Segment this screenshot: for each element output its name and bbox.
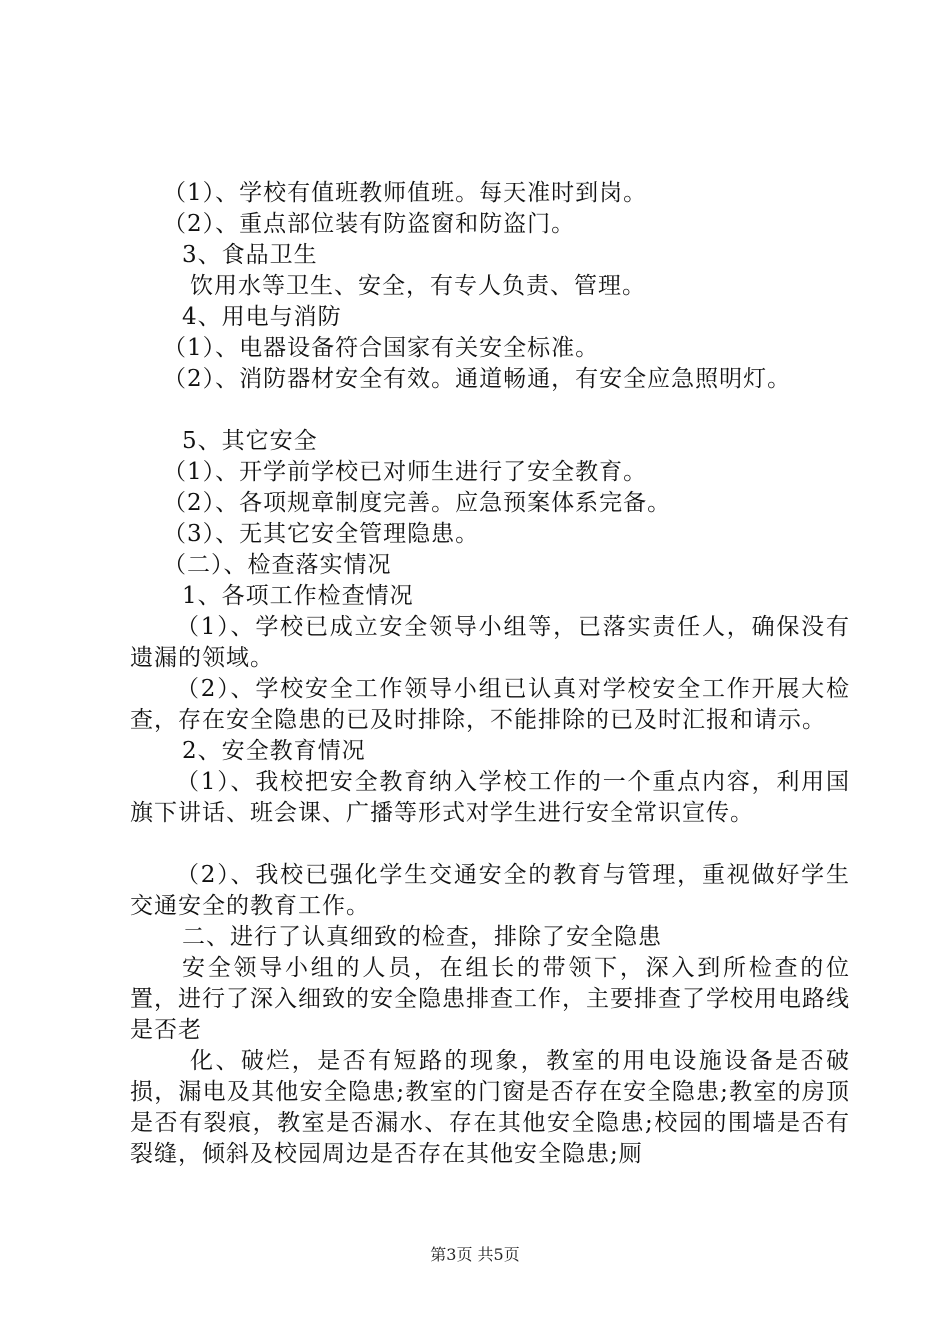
paragraph: 化、破烂，是否有短路的现象，教室的用电设施设备是否破损，漏电及其他安全隐患;教室的门窗是否存在安全隐患;教室的房顶是否有裂痕，教室是否漏水、存在其他安全隐患;校园的围墙是否有裂缝，倾斜及校园周边是否存在其他安全隐患;厕 [130,1048,850,1167]
section-heading: 3、食品卫生 [182,242,318,268]
section-heading: 4、用电与消防 [182,304,342,330]
text-line: （3）、无其它安全管理隐患。 [163,521,480,547]
text-line: （1）、学校有值班教师值班。每天准时到岗。 [163,180,648,206]
text-line: （1）、电器设备符合国家有关安全标准。 [163,335,600,361]
text-line: （2）、各项规章制度完善。应急预案体系完备。 [163,490,672,516]
paragraph: 安全领导小组的人员，在组长的带领下，深入到所检查的位置，进行了深入细致的安全隐患排查工作，主要排查了学校用电路线是否老 [130,955,850,1043]
section-heading: （二）、检查落实情况 [163,552,392,578]
blank-line [130,395,850,426]
section-heading: 5、其它安全 [182,428,318,454]
paragraph: （2）、我校已强化学生交通安全的教育与管理，重视做好学生交通安全的教育工作。 [130,862,850,919]
page-footer: 第3页 共5页 [430,1245,520,1264]
paragraph: （1）、我校把安全教育纳入学校工作的一个重点内容，利用国旗下讲话、班会课、广播等形式对学生进行安全常识宣传。 [130,769,850,826]
blank-line [130,829,850,860]
text-line: 饮用水等卫生、安全，有专人负责、管理。 [190,273,646,299]
document-body [130,178,850,1170]
paragraph: （1）、学校已成立安全领导小组等，已落实责任人，确保没有遗漏的领域。 [130,614,850,671]
section-heading: 2、安全教育情况 [182,738,366,764]
section-heading: 1、各项工作检查情况 [182,583,414,609]
section-heading: 二、进行了认真细致的检查，排除了安全隐患 [182,924,662,950]
text-line: （2）、消防器材安全有效。通道畅通，有安全应急照明灯。 [163,366,792,392]
text-line: （2）、重点部位装有防盗窗和防盗门。 [163,211,576,237]
text-line: （1）、开学前学校已对师生进行了安全教育。 [163,459,648,485]
paragraph: （2）、学校安全工作领导小组已认真对学校安全工作开展大检查，存在安全隐患的已及时排除，不能排除的已及时汇报和请示。 [130,676,850,733]
